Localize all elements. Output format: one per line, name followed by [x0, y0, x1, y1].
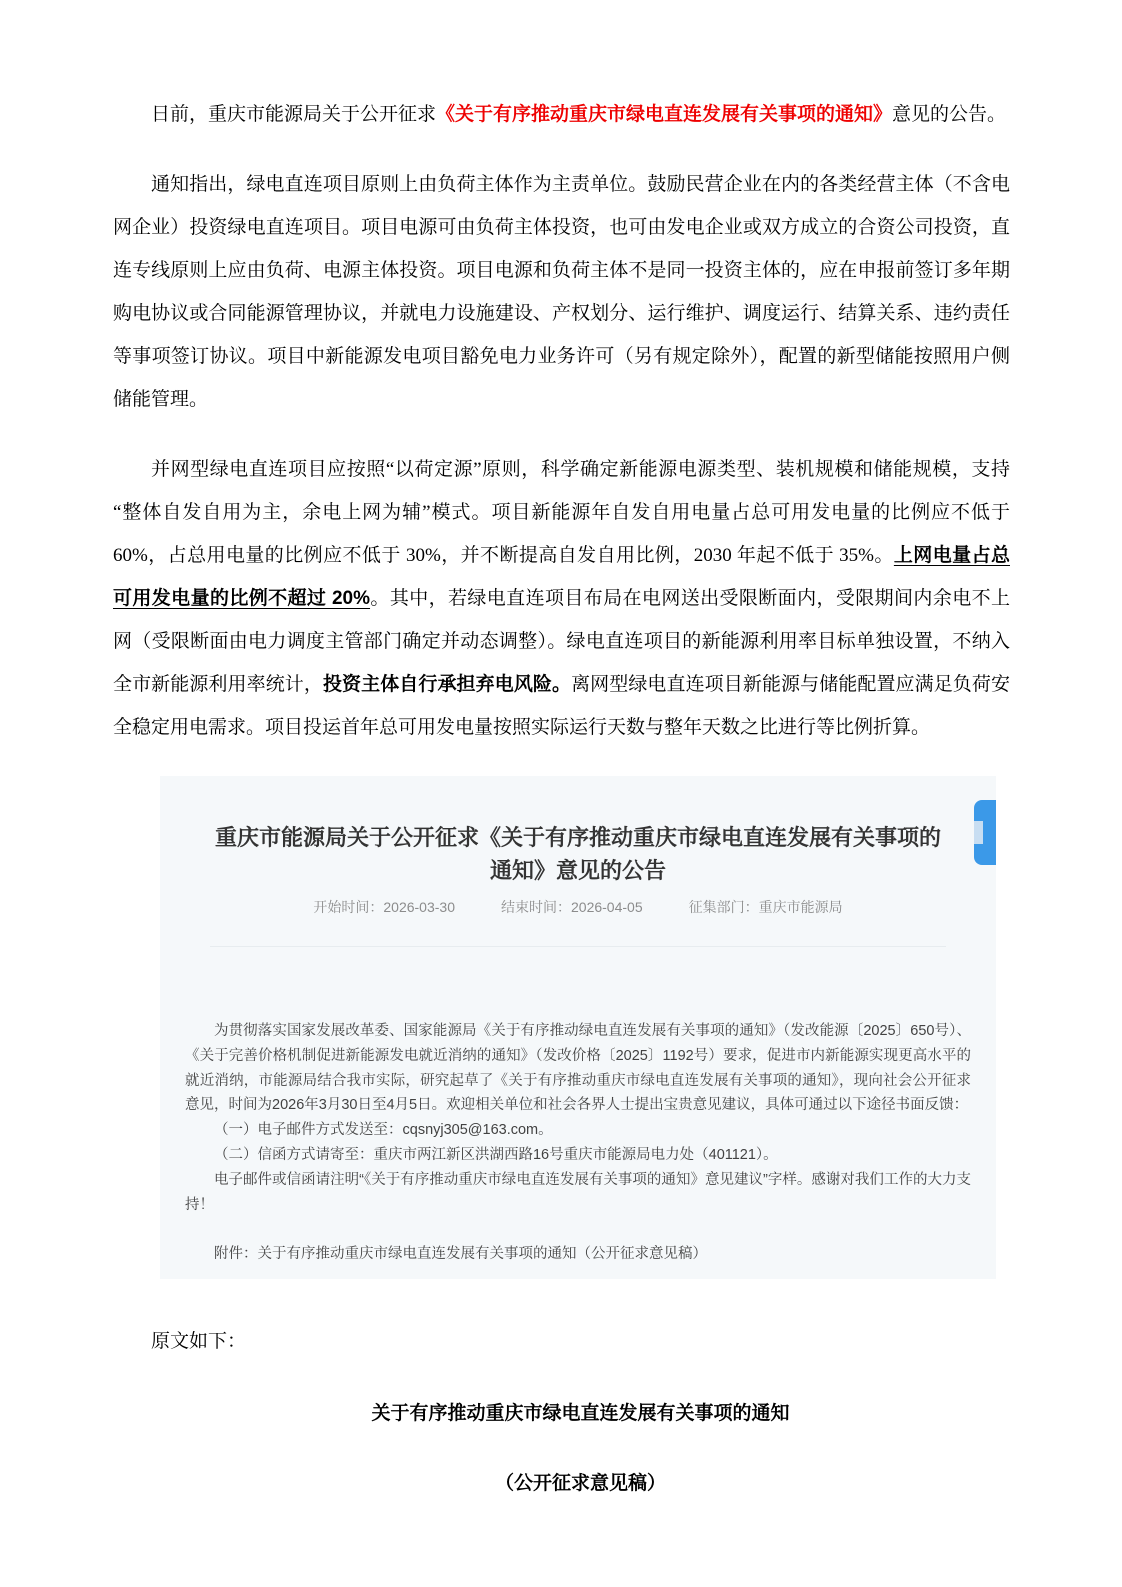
p3-text-mid: 。其中，若绿电直连项目布局在电网送出受限断面内，受限期间内余电不上网（受限断面由电力调度主管部门确定并动态调整）。绿电直连项目的新能源利用率目标单独设置，不纳入全市新能源利用率统计， — [113, 588, 1010, 695]
meta-start-label: 开始时间： — [313, 899, 384, 915]
meta-department — [689, 897, 843, 917]
p3-bold-underline: 上网电量占总可用发电量的比例不超过 20% — [113, 545, 1010, 609]
intro-paragraph — [113, 93, 1010, 136]
feedback-widget-icon — [974, 821, 983, 844]
announcement-attachment: 附件：关于有序推动重庆市绿电直连发展有关事项的通知（公开征求意见稿） — [214, 1246, 707, 1263]
announcement-header — [160, 776, 996, 947]
announcement-item-email: （一）电子邮件方式发送至：cqsnyj305@163.com。 — [214, 1122, 553, 1139]
meta-end-label: 结束时间： — [501, 899, 571, 915]
announcement-screenshot-card — [160, 776, 996, 1279]
meta-start-time — [313, 897, 455, 917]
announcement-item-mail: （二）信函方式请寄至：重庆市两江新区洪湖西路16号重庆市能源局电力处（401121）。 — [214, 1146, 778, 1163]
body-paragraph-2: 通知指出，绿电直连项目原则上由负荷主体作为主责单位。鼓励民营企业在内的各类经营主体（不含电网企业）投资绿电直连项目。项目电源可由负荷主体投资，也可由发电企业或双方成立的合资公司投资，直连专线原则上应由负荷、电源主体投资。项目电源和负荷主体不是同一投资主体的，应在申报前签订多年期购电协议或合同能源管理协议，并就电力设施建设、产权划分、运行维护、调度运行、结算关系、违约责任等事项签订协议。项目中新能源发电项目豁免电力业务许可（另有规定除外），配置的新型储能按照用户侧储能管理。 — [113, 174, 1010, 410]
meta-end-time — [501, 897, 643, 917]
announcement-body — [160, 947, 996, 1279]
p3-text-pre: 并网型绿电直连项目应按照“以荷定源”原则，科学确定新能源电源类型、装机规模和储能规模，支持“整体自发自用为主，余电上网为辅”模式。项目新能源年自发自用电量占总可用发电量的比例应不低于 60%，占总用电量的比例应不低于 30%，并不断提高自发自用比例，2030 年起不低于 35%。 — [113, 459, 1010, 566]
p3-bold: 投资主体自行承担弃电风险。 — [322, 674, 572, 695]
original-doc-subtitle: （公开征求意见稿） — [494, 1473, 666, 1495]
feedback-widget-button[interactable] — [974, 800, 996, 865]
body-paragraph-3 — [113, 448, 1010, 749]
meta-dept-value: 重庆市能源局 — [758, 899, 843, 915]
intro-text-post: 意见的公告。 — [892, 104, 1007, 125]
meta-end-value: 2026-04-05 — [571, 899, 643, 915]
meta-start-value: 2026-03-30 — [383, 899, 455, 915]
intro-text-pre: 日前，重庆市能源局关于公开征求 — [151, 104, 437, 125]
announcement-title: 重庆市能源局关于公开征求《关于有序推动重庆市绿电直连发展有关事项的通知》意见的公告 — [214, 825, 941, 883]
original-text-label: 原文如下： — [151, 1331, 247, 1353]
meta-dept-label: 征集部门： — [688, 899, 759, 915]
announcement-paragraph-1: 为贯彻落实国家发展改革委、国家能源局《关于有序推动绿电直连发展有关事项的通知》（发改能源〔2025〕650号）、《关于完善价格机制促进新能源发电就近消纳的通知》（发改价格〔2025〕1192号）要求，促进市内新能源实现更高水平的就近消纳，市能源局结合我市实际，研究起草了《关于有序推动重庆市绿电直连发展有关事项的通知》，现向社会公开征求意见，时间为2026年3月30日至4月5日。欢迎相关单位和社会各界人士提出宝贵意见建议，具体可通过以下途径书面反馈： — [185, 1023, 971, 1114]
notice-title-red: 《关于有序推动重庆市绿电直连发展有关事项的通知》 — [436, 104, 893, 125]
original-doc-title: 关于有序推动重庆市绿电直连发展有关事项的通知 — [371, 1403, 790, 1425]
announcement-meta — [210, 897, 946, 917]
announcement-paragraph-2: 电子邮件或信函请注明“《关于有序推动重庆市绿电直连发展有关事项的通知》意见建议”字样。感谢对我们工作的大力支持！ — [185, 1171, 971, 1213]
p3-text-post: 离网型绿电直连项目新能源与储能配置应满足负荷安全稳定用电需求。项目投运首年总可用发电量按照实际运行天数与整年天数之比进行等比例折算。 — [113, 674, 1010, 738]
